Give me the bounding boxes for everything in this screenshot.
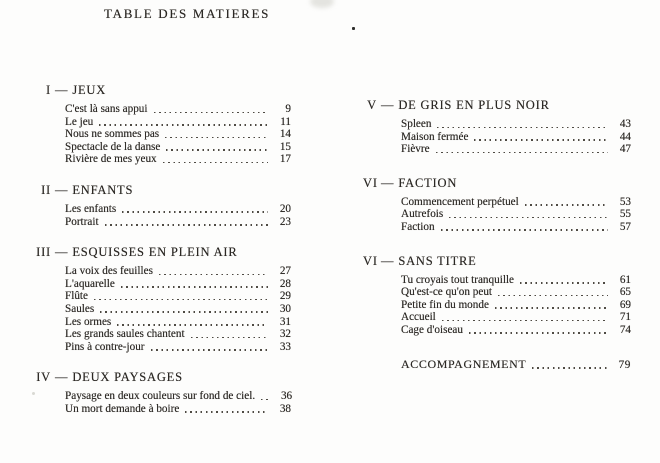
section-dash: —	[55, 83, 69, 97]
entry-label: Cage d'oiseau	[401, 323, 463, 336]
toc-entry	[401, 196, 631, 209]
toc-entry	[65, 278, 291, 291]
toc-footer-entry	[363, 357, 631, 372]
section-numeral: III	[36, 245, 51, 260]
toc-entry	[65, 328, 291, 341]
toc-entry	[401, 118, 631, 131]
section-numeral: V	[367, 98, 377, 112]
section-entries	[33, 103, 291, 166]
entry-label: Nous ne sommes pas	[65, 128, 160, 141]
toc-column-left	[33, 83, 291, 433]
entry-page: 27	[279, 265, 291, 278]
entry-label: Pins à contre-jour	[65, 340, 145, 353]
dot-leader	[166, 149, 268, 151]
toc-entry	[65, 303, 291, 316]
toc-entry	[65, 290, 291, 303]
scan-speck	[352, 27, 355, 30]
entry-page: 9	[285, 103, 291, 115]
entry-label: La voix des feuilles	[65, 265, 153, 278]
section-numeral: VI	[363, 253, 378, 268]
dot-leader	[436, 152, 608, 154]
dot-leader	[474, 139, 608, 141]
entry-page: 36	[280, 390, 293, 403]
section-numeral: II	[41, 182, 51, 197]
dot-leader	[99, 124, 268, 126]
toc-entry	[401, 324, 631, 337]
entry-page: 38	[279, 402, 291, 415]
entry-page: 14	[279, 128, 291, 141]
section-dash: —	[55, 245, 69, 260]
section-header	[363, 98, 631, 112]
section-dash: —	[55, 370, 69, 385]
entry-label: L'aquarelle	[65, 277, 115, 290]
dot-leader	[449, 217, 608, 219]
dot-leader	[520, 282, 608, 284]
section-entries	[33, 203, 291, 228]
toc-entry	[401, 286, 631, 299]
dot-leader	[498, 295, 608, 297]
section-title: SANS TITRE	[398, 253, 477, 268]
dot-leader	[469, 332, 608, 334]
section-entries	[363, 196, 631, 234]
toc-entry	[65, 141, 291, 154]
section-header	[33, 83, 291, 97]
dot-leader	[105, 224, 268, 226]
entry-label: Rivière de mes yeux	[65, 153, 157, 166]
entry-label: C'est là sans appui	[65, 103, 148, 115]
entry-label: Autrefois	[401, 208, 444, 221]
toc-entry	[401, 221, 631, 234]
section-dash: —	[381, 253, 395, 268]
entry-page: 11	[280, 115, 291, 128]
entry-page: 71	[619, 311, 631, 324]
toc-section	[363, 254, 631, 337]
toc-section	[33, 370, 291, 415]
section-entries	[33, 390, 291, 415]
toc-entry	[401, 131, 631, 144]
toc-section	[363, 176, 631, 234]
entry-label: Commencement perpétuel	[401, 195, 519, 208]
section-dash: —	[381, 175, 395, 190]
entry-label: ACCOMPAGNEMENT	[401, 356, 527, 371]
toc-section	[33, 245, 291, 353]
dot-leader	[532, 367, 608, 369]
toc-entry	[65, 316, 291, 329]
toc-entry	[65, 153, 291, 166]
toc-section	[33, 183, 291, 228]
entry-page: 61	[619, 273, 631, 286]
dot-leader	[495, 307, 608, 309]
toc-entry	[401, 274, 631, 287]
dot-leader	[442, 320, 608, 322]
entry-label: Maison fermée	[401, 130, 469, 143]
section-title: DE GRIS EN PLUS NOIR	[398, 98, 550, 112]
entry-label: Un mort demande à boire	[65, 402, 180, 415]
section-entries	[363, 274, 631, 337]
dot-leader	[525, 204, 608, 206]
section-title: DEUX PAYSAGES	[72, 370, 183, 385]
section-title: FACTION	[398, 175, 458, 190]
toc-entry	[65, 265, 291, 278]
entry-label: Spectacle de la danse	[65, 140, 161, 153]
entry-label: Faction	[401, 220, 435, 233]
dot-leader	[154, 112, 269, 114]
toc-section	[363, 98, 631, 156]
entry-page: 79	[618, 358, 631, 371]
entry-page: 23	[279, 215, 291, 228]
entry-page: 74	[619, 323, 631, 336]
section-numeral: IV	[36, 370, 51, 385]
dot-leader	[437, 127, 608, 129]
dot-leader	[121, 286, 268, 288]
entry-label: Saules	[65, 302, 95, 315]
dot-leader	[151, 349, 268, 351]
toc-entry	[65, 128, 291, 141]
section-numeral: I	[46, 83, 51, 97]
toc-entry	[401, 208, 631, 221]
toc-section	[33, 83, 291, 166]
section-numeral: VI	[363, 175, 378, 190]
section-header	[363, 254, 631, 268]
entry-page: 29	[279, 290, 291, 303]
dot-leader	[122, 211, 268, 213]
entry-label: Petite fin du monde	[401, 298, 489, 311]
toc-entry	[65, 116, 291, 129]
entry-label: Paysage en deux couleurs sur fond de ciel.	[65, 390, 256, 403]
entry-label: Qu'est-ce qu'on peut	[401, 286, 493, 299]
entry-label: Tu croyais tout tranquille	[401, 273, 515, 286]
entry-label: Flûte	[65, 290, 88, 303]
toc-entry	[65, 103, 291, 116]
dot-leader	[185, 411, 268, 413]
toc-entry	[65, 390, 291, 403]
entry-page: 55	[619, 208, 631, 221]
entry-label: Les ormes	[65, 315, 112, 328]
entry-page: 32	[279, 328, 291, 341]
toc-entry	[401, 311, 631, 324]
dot-leader	[165, 137, 268, 139]
section-header	[33, 245, 291, 259]
section-header	[33, 183, 291, 197]
section-dash: —	[55, 182, 69, 197]
toc-entry	[65, 203, 291, 216]
entry-page: 69	[619, 298, 631, 311]
entry-label: Portrait	[65, 215, 99, 228]
entry-label: Les enfants	[65, 202, 117, 215]
entry-label: Le jeu	[65, 115, 94, 128]
dot-leader	[441, 229, 608, 231]
dot-leader	[191, 337, 268, 339]
section-entries	[33, 265, 291, 353]
entry-page: 44	[619, 130, 631, 143]
dot-leader	[261, 399, 269, 401]
entry-page: 53	[619, 195, 631, 208]
entry-label: Fièvre	[401, 143, 430, 156]
entry-page: 28	[279, 277, 291, 290]
toc-entry	[65, 341, 291, 354]
entry-page: 33	[279, 340, 291, 353]
entry-page: 57	[619, 220, 631, 233]
scan-smudge	[310, 0, 334, 8]
entry-page: 31	[279, 315, 291, 328]
section-entries	[363, 118, 631, 156]
toc-entry	[401, 143, 631, 156]
entry-label: Spleen	[401, 118, 432, 130]
toc-entry	[65, 216, 291, 229]
section-title: JEUX	[72, 83, 107, 97]
dot-leader	[163, 162, 268, 164]
entry-page: 17	[279, 153, 291, 166]
dot-leader	[94, 299, 268, 301]
toc-entry	[401, 299, 631, 312]
toc-entry	[65, 403, 291, 416]
entry-page: 30	[279, 302, 291, 315]
section-header	[33, 370, 291, 384]
section-title: ENFANTS	[72, 182, 134, 197]
entry-page: 15	[279, 140, 291, 153]
dot-leader	[100, 311, 268, 313]
entry-page: 20	[279, 202, 291, 215]
entry-label: Accueil	[401, 311, 436, 324]
entry-label: Les grands saules chantent	[65, 328, 185, 341]
dot-leader	[117, 324, 268, 326]
section-title: ESQUISSES EN PLEIN AIR	[72, 245, 238, 260]
dot-leader	[159, 274, 268, 276]
toc-column-right	[363, 98, 631, 372]
entry-page: 65	[619, 286, 631, 299]
section-header	[363, 176, 631, 190]
page-title: TABLE DES MATIERES	[104, 6, 271, 21]
entry-page: 47	[619, 143, 631, 156]
entry-page: 43	[619, 118, 631, 130]
section-dash: —	[381, 98, 395, 112]
